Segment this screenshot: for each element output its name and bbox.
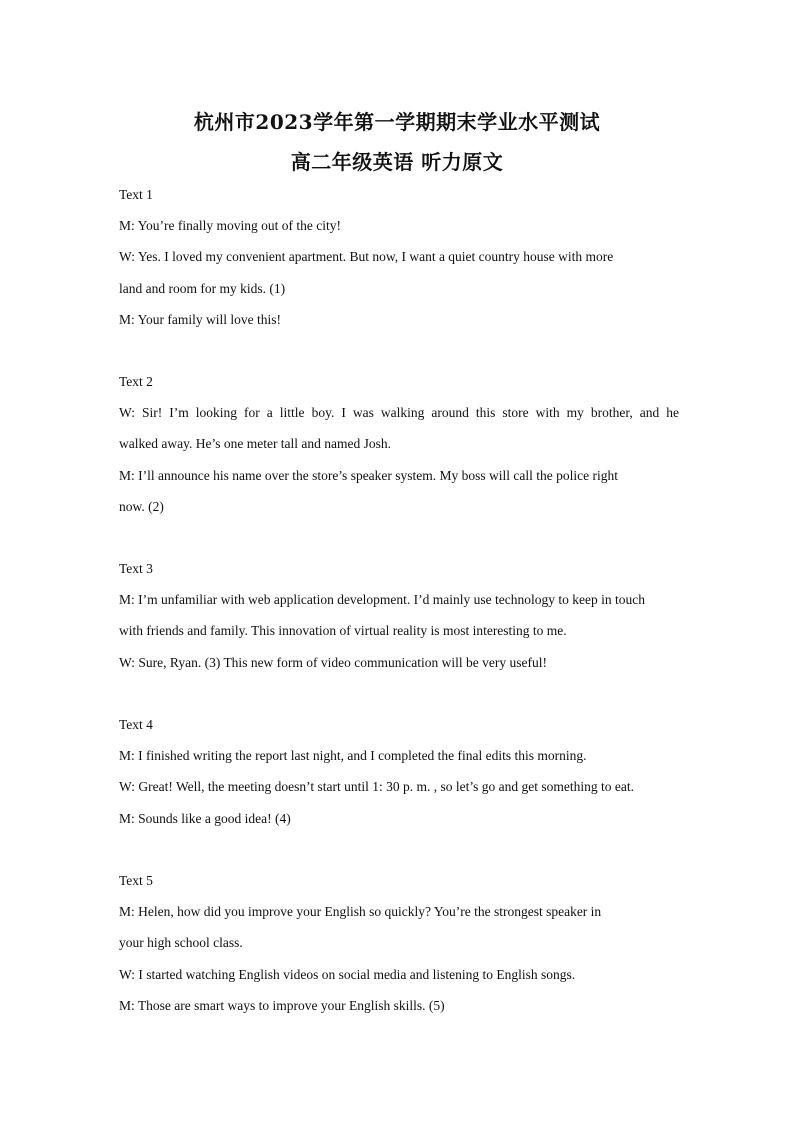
dialogue-line: with friends and family. This innovation of virtual reality is most interesting to me.	[119, 623, 567, 639]
dialogue-line: your high school class.	[119, 935, 243, 951]
text-1-section	[119, 179, 679, 335]
text-3-section	[119, 553, 679, 678]
dialogue-line: W: I started watching English videos on social media and listening to English songs.	[119, 966, 576, 982]
dialogue-line: M: Sounds like a good idea! (4)	[119, 810, 291, 826]
dialogue-line: W: Yes. I loved my convenient apartment. But now, I want a quiet country house with more	[119, 249, 614, 265]
document-title: 杭州市2023学年第一学期期末学业水平测试	[193, 110, 601, 134]
text-label: Text 3	[119, 561, 153, 576]
dialogue-line: land and room for my kids. (1)	[119, 280, 286, 296]
dialogue-line: W: Sir! I’m looking for a little boy. I was walking around this store with my brother, and he	[119, 405, 679, 421]
dialogue-line: M: I’m unfamiliar with web application development. I’d mainly use technology to keep in touch	[119, 592, 645, 608]
dialogue-line: W: Sure, Ryan. (3) This new form of video communication will be very useful!	[119, 654, 547, 670]
dialogue-line: M: I’ll announce his name over the store’s speaker system. My boss will call the police right	[119, 467, 619, 483]
text-label: Text 1	[119, 187, 153, 202]
text-label: Text 4	[119, 717, 153, 732]
dialogue-line: M: You’re finally moving out of the city!	[119, 218, 341, 234]
dialogue-line: W: Great! Well, the meeting doesn’t start until 1: 30 p. m. , so let’s go and get something to eat.	[119, 779, 634, 795]
dialogue-line: M: I finished writing the report last night, and I completed the final edits this morning.	[119, 748, 587, 764]
document-subtitle: 高二年级英语 听力原文	[290, 150, 504, 174]
dialogue-line: walked away. He’s one meter tall and named Josh.	[119, 436, 392, 452]
dialogue-line: M: Helen, how did you improve your English so quickly? You’re the strongest speaker in	[119, 904, 602, 920]
text-5-section	[119, 865, 679, 1021]
text-label: Text 5	[119, 873, 153, 888]
dialogue-line: M: Those are smart ways to improve your English skills. (5)	[119, 997, 445, 1013]
text-label: Text 2	[119, 374, 153, 389]
text-4-section	[119, 709, 679, 834]
text-2-section	[119, 366, 679, 522]
dialogue-line: M: Your family will love this!	[119, 311, 282, 327]
dialogue-line: now. (2)	[119, 498, 164, 514]
